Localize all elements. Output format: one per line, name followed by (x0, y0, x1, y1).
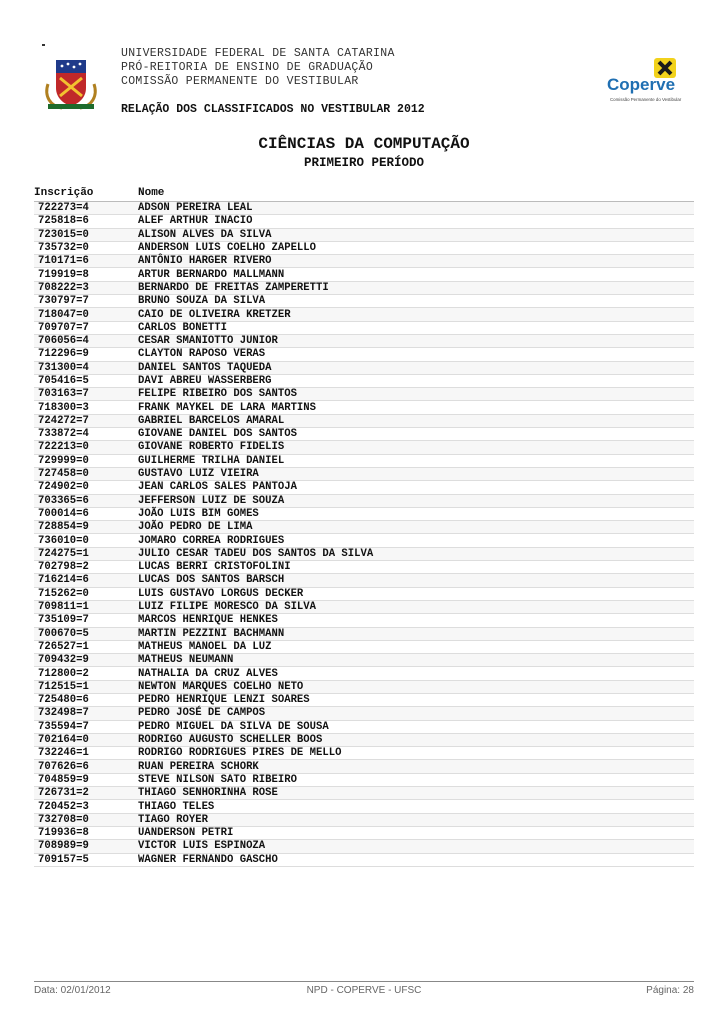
nome-cell: ANDERSON LUIS COELHO ZAPELLO (138, 242, 317, 255)
nome-cell: JULIO CESAR TADEU DOS SANTOS DA SILVA (138, 547, 374, 560)
inscricao-cell: 703365=6 (38, 494, 89, 507)
nome-cell: GUSTAVO LUIZ VIEIRA (138, 468, 259, 481)
nome-cell: MARTIN PEZZINI BACHMANN (138, 627, 285, 640)
nome-cell: ALISON ALVES DA SILVA (138, 228, 272, 241)
nome-cell: GUILHERME TRILHA DANIEL (138, 454, 285, 467)
nome-cell: JOÃO LUIS BIM GOMES (138, 507, 259, 520)
nome-cell: RODRIGO RODRIGUES PIRES DE MELLO (138, 747, 342, 760)
table-body (34, 202, 694, 867)
table-row (34, 268, 694, 281)
footer-page: Página: 28 (646, 985, 694, 996)
table-row (34, 215, 694, 228)
table-row (34, 202, 694, 215)
table-row (34, 322, 694, 335)
table-row (34, 827, 694, 840)
nome-cell: NEWTON MARQUES COELHO NETO (138, 680, 304, 693)
nome-cell: THIAGO SENHORINHA ROSE (138, 787, 278, 800)
table-row (34, 588, 694, 601)
university-name: UNIVERSIDADE FEDERAL DE SANTA CATARINA (121, 47, 395, 60)
inscricao-cell: 707626=6 (38, 760, 89, 773)
table-row (34, 667, 694, 680)
inscricao-cell: 705416=5 (38, 375, 89, 387)
table-row (34, 721, 694, 734)
inscricao-cell: 716214=6 (38, 574, 89, 587)
inscricao-cell: 724272=7 (38, 414, 89, 427)
inscricao-cell: 732246=1 (38, 747, 89, 760)
inscricao-cell: 735732=0 (38, 242, 89, 255)
nome-cell: JEFFERSON LUIZ DE SOUZA (138, 494, 285, 507)
inscricao-cell: 718047=0 (38, 308, 89, 321)
nome-cell: THIAGO TELES (138, 800, 215, 813)
nome-cell: NATHALIA DA CRUZ ALVES (138, 667, 278, 680)
nome-cell: ANTÔNIO HARGER RIVERO (138, 255, 272, 268)
inscricao-cell: 704859=9 (38, 773, 89, 786)
footer-date: Data: 02/01/2012 (34, 985, 111, 996)
nome-cell: ALEF ARTHUR INACIO (138, 215, 253, 228)
table-row (34, 800, 694, 813)
nome-cell: MATHEUS NEUMANN (138, 654, 234, 667)
table-row (34, 388, 694, 401)
department-name: PRÓ-REITORIA DE ENSINO DE GRADUAÇÃO (121, 61, 374, 74)
table-row (34, 335, 694, 348)
table-row (34, 308, 694, 321)
inscricao-cell: 702798=2 (38, 561, 89, 574)
logo-subtitle: Comissão Permanente do Vestibular (610, 97, 682, 102)
table-row (34, 614, 694, 627)
table-row (34, 415, 694, 428)
table-row (34, 787, 694, 800)
inscricao-cell: 712515=1 (38, 680, 89, 693)
commission-name: COMISSÃO PERMANENTE DO VESTIBULAR (121, 75, 359, 88)
inscricao-cell: 715262=0 (38, 587, 89, 600)
table-header (34, 185, 694, 202)
nome-cell: MATHEUS MANOEL DA LUZ (138, 640, 272, 653)
inscricao-cell: 709707=7 (38, 321, 89, 334)
inscricao-cell: 730797=7 (38, 295, 89, 308)
inscricao-cell: 722273=4 (38, 202, 89, 215)
inscricao-cell: 726731=2 (38, 787, 89, 800)
logo-text: Coperve (607, 75, 676, 94)
inscricao-cell: 732498=7 (38, 707, 89, 720)
inscricao-cell: 700014=6 (38, 507, 89, 520)
table-row (34, 574, 694, 587)
nome-cell: GIOVANE DANIEL DOS SANTOS (138, 428, 297, 441)
nome-cell: UANDERSON PETRI (138, 827, 234, 840)
inscricao-cell: 723015=0 (38, 228, 89, 241)
inscricao-cell: 722213=0 (38, 441, 89, 454)
nome-cell: PEDRO HENRIQUE LENZI SOARES (138, 694, 310, 707)
nome-cell: WAGNER FERNANDO GASCHO (138, 853, 278, 866)
table-row (34, 694, 694, 707)
table-row (34, 441, 694, 454)
nome-cell: LUCAS BERRI CRISTOFOLINI (138, 561, 291, 574)
coperve-logo (604, 56, 688, 106)
inscricao-cell: 718300=3 (38, 401, 89, 414)
nome-cell: LUIS GUSTAVO LORGUS DECKER (138, 587, 304, 600)
inscricao-cell: 735594=7 (38, 720, 89, 733)
table-row (34, 760, 694, 773)
inscricao-cell: 728854=9 (38, 521, 89, 534)
inscricao-cell: 709432=9 (38, 654, 89, 667)
nome-cell: TIAGO ROYER (138, 813, 208, 826)
nome-cell: RODRIGO AUGUSTO SCHELLER BOOS (138, 734, 323, 747)
nome-cell: BERNARDO DE FREITAS ZAMPERETTI (138, 281, 329, 294)
footer-center: NPD - COPERVE - UFSC (306, 985, 422, 996)
table-row (34, 229, 694, 242)
table-row (34, 534, 694, 547)
nome-cell: FELIPE RIBEIRO DOS SANTOS (138, 388, 297, 401)
table-row (34, 681, 694, 694)
table-row (34, 362, 694, 375)
table-row (34, 255, 694, 268)
inscricao-cell: 702164=0 (38, 734, 89, 747)
inscricao-cell: 706056=4 (38, 335, 89, 348)
course-title (0, 135, 728, 153)
nome-cell: STEVE NILSON SATO RIBEIRO (138, 773, 297, 786)
table-row (34, 401, 694, 414)
nome-cell: DANIEL SANTOS TAQUEDA (138, 361, 272, 374)
nome-cell: JOMARO CORREA RODRIGUES (138, 534, 285, 547)
table-row (34, 548, 694, 561)
table-row (34, 242, 694, 255)
nome-cell: RUAN PEREIRA SCHORK (138, 760, 259, 773)
column-nome-header: Nome (138, 187, 165, 199)
inscricao-cell: 708222=3 (38, 281, 89, 294)
inscricao-cell: 725480=6 (38, 694, 89, 707)
table-row (34, 707, 694, 720)
nome-cell: BRUNO SOUZA DA SILVA (138, 295, 266, 308)
period-title: PRIMEIRO PERÍODO (303, 156, 425, 170)
nome-cell: JOÃO PEDRO DE LIMA (138, 521, 253, 534)
table-row (34, 814, 694, 827)
nome-cell: VICTOR LUIS ESPINOZA (138, 840, 266, 853)
inscricao-cell: 729999=0 (38, 454, 89, 467)
nome-cell: CARLOS BONETTI (138, 321, 228, 334)
table-row (34, 495, 694, 508)
inscricao-cell: 710171=6 (38, 255, 89, 268)
table-row (34, 481, 694, 494)
nome-cell: PEDRO MIGUEL DA SILVA DE SOUSA (138, 720, 329, 733)
inscricao-cell: 732708=0 (38, 813, 89, 826)
inscricao-cell: 736010=0 (38, 534, 89, 547)
institution-header (121, 47, 395, 89)
nome-cell: LUCAS DOS SANTOS BARSCH (138, 574, 285, 587)
inscricao-cell: 731300=4 (38, 361, 89, 374)
inscricao-cell: 724902=0 (38, 481, 89, 494)
inscricao-cell: 712800=2 (38, 667, 89, 680)
inscricao-cell: 724275=1 (38, 547, 89, 560)
table-row (34, 840, 694, 853)
inscricao-cell: 727458=0 (38, 468, 89, 481)
ufsc-crest-icon (40, 54, 102, 110)
table-row (34, 774, 694, 787)
classified-table (34, 185, 694, 867)
nome-cell: ARTUR BERNARDO MALLMANN (138, 268, 285, 281)
nome-cell: CLAYTON RAPOSO VERAS (138, 348, 266, 361)
nome-cell: PEDRO JOSÉ DE CAMPOS (138, 707, 266, 720)
table-row (34, 601, 694, 614)
stray-mark (42, 44, 45, 46)
table-row (34, 628, 694, 641)
table-row (34, 641, 694, 654)
nome-cell: FRANK MAYKEL DE LARA MARTINS (138, 401, 317, 414)
inscricao-cell: 703163=7 (38, 388, 89, 401)
course-name: CIÊNCIAS DA COMPUTAÇÃO (258, 135, 470, 153)
inscricao-cell: 733872=4 (38, 428, 89, 441)
nome-cell: JEAN CARLOS SALES PANTOJA (138, 481, 297, 494)
table-row (34, 521, 694, 534)
inscricao-cell: 712296=9 (38, 348, 89, 361)
table-row (34, 561, 694, 574)
inscricao-cell: 719936=8 (38, 827, 89, 840)
nome-cell: CESAR SMANIOTTO JUNIOR (138, 335, 278, 348)
table-row (34, 348, 694, 361)
table-row (34, 455, 694, 468)
inscricao-cell: 719919=8 (38, 268, 89, 281)
nome-cell: GABRIEL BARCELOS AMARAL (138, 414, 285, 427)
inscricao-cell: 726527=1 (38, 640, 89, 653)
nome-cell: CAIO DE OLIVEIRA KRETZER (138, 308, 291, 321)
table-row (34, 734, 694, 747)
inscricao-cell: 720452=3 (38, 800, 89, 813)
table-row (34, 282, 694, 295)
inscricao-cell: 735109=7 (38, 614, 89, 627)
nome-cell: MARCOS HENRIQUE HENKES (138, 614, 278, 627)
table-row (34, 375, 694, 388)
inscricao-cell: 708989=9 (38, 840, 89, 853)
inscricao-cell: 725818=6 (38, 215, 89, 228)
table-row (34, 508, 694, 521)
table-row (34, 654, 694, 667)
table-row (34, 295, 694, 308)
page-footer (34, 981, 694, 996)
inscricao-cell: 700670=5 (38, 627, 89, 640)
nome-cell: LUIZ FILIPE MORESCO DA SILVA (138, 601, 317, 614)
report-title: RELAÇÃO DOS CLASSIFICADOS NO VESTIBULAR 2012 (121, 103, 425, 116)
table-row (34, 854, 694, 867)
table-row (34, 428, 694, 441)
table-row (34, 468, 694, 481)
nome-cell: ADSON PEREIRA LEAL (138, 202, 253, 215)
inscricao-cell: 709157=5 (38, 853, 89, 866)
table-row (34, 747, 694, 760)
inscricao-cell: 709811=1 (38, 601, 89, 614)
nome-cell: DAVI ABREU WASSERBERG (138, 375, 272, 387)
nome-cell: GIOVANE ROBERTO FIDELIS (138, 441, 285, 454)
column-inscricao-header: Inscrição (34, 187, 94, 199)
